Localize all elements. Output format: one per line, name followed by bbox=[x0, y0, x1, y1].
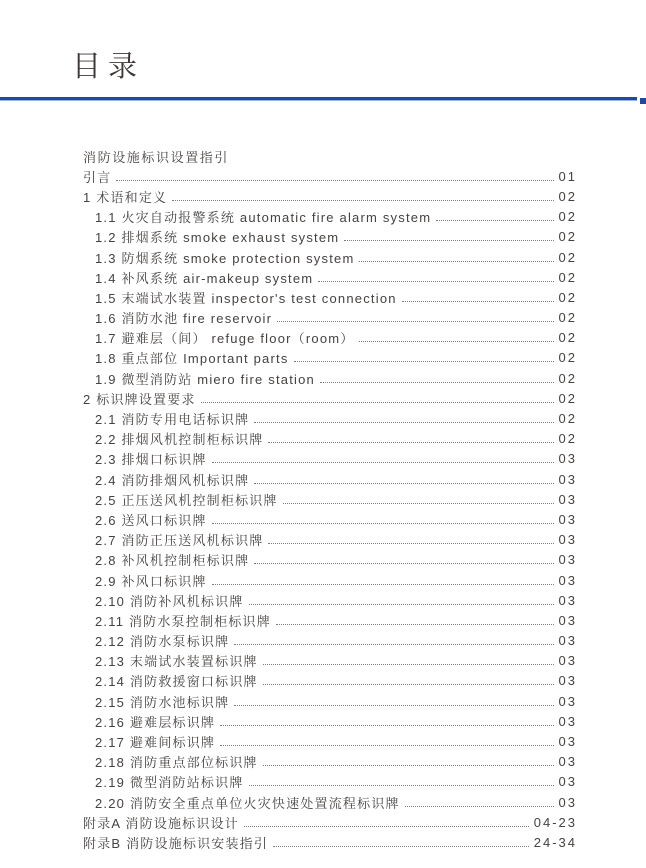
toc-entry-page: 02 bbox=[558, 188, 577, 204]
toc-entry-page: 03 bbox=[558, 794, 577, 810]
toc-entry-label: 2.12 消防水泵标识牌 bbox=[95, 634, 230, 650]
toc-leader-dots bbox=[249, 604, 554, 605]
toc-entry-label: 引言 bbox=[83, 169, 112, 185]
toc-leader-dots bbox=[402, 301, 554, 302]
toc-entry[interactable] bbox=[83, 691, 577, 711]
toc-leader-dots bbox=[320, 382, 554, 383]
toc-entry[interactable] bbox=[83, 388, 577, 408]
toc-entry-page: 01 bbox=[558, 168, 577, 184]
toc-entry-label: 2.16 避难层标识牌 bbox=[95, 714, 216, 730]
toc-entry[interactable] bbox=[83, 731, 577, 751]
toc-entry-page: 02 bbox=[558, 431, 577, 447]
page-title: 目录 bbox=[72, 51, 145, 83]
toc-entry-page: 03 bbox=[558, 491, 577, 507]
toc-entry[interactable] bbox=[83, 186, 577, 206]
toc-leader-dots bbox=[263, 765, 554, 766]
toc-leader-dots bbox=[116, 180, 553, 181]
toc-entry[interactable] bbox=[83, 166, 577, 186]
toc-entry[interactable] bbox=[83, 368, 577, 388]
toc-entry[interactable] bbox=[83, 530, 577, 550]
toc-entry-page: 03 bbox=[558, 713, 577, 729]
toc-entry-label: 1.7 避难层（间） refuge floor（room） bbox=[95, 331, 355, 347]
toc-entry-label: 2.14 消防救援窗口标识牌 bbox=[95, 674, 258, 690]
toc-entry-page: 03 bbox=[558, 612, 577, 628]
toc-entry[interactable] bbox=[83, 752, 577, 772]
toc-leader-dots bbox=[359, 261, 553, 262]
toc-leader-dots bbox=[201, 402, 554, 403]
toc-entry[interactable] bbox=[83, 590, 577, 610]
toc-entry-label: 2.3 排烟口标识牌 bbox=[95, 452, 207, 468]
toc-entry-page: 03 bbox=[558, 552, 577, 568]
toc-entry-label: 附录A 消防设施标识设计 bbox=[83, 815, 239, 831]
toc-entry-label: 2.5 正压送风机控制柜标识牌 bbox=[95, 492, 278, 508]
toc-leader-dots bbox=[436, 220, 553, 221]
toc-leader-dots bbox=[220, 745, 553, 746]
toc-entry-page: 03 bbox=[558, 734, 577, 750]
toc-entry-label: 2.20 消防安全重点单位火灾快速处置流程标识牌 bbox=[95, 795, 400, 811]
toc-entry-label: 1.1 火灾自动报警系统 automatic fire alarm system bbox=[95, 210, 432, 226]
toc-entry[interactable] bbox=[83, 308, 577, 328]
toc-entry-page: 02 bbox=[558, 370, 577, 386]
toc-entry-page: 03 bbox=[558, 532, 577, 548]
toc-entry-page: 03 bbox=[558, 754, 577, 770]
toc-entry-page: 03 bbox=[558, 471, 577, 487]
toc-entry[interactable] bbox=[83, 610, 577, 630]
toc-entry-page: 04-23 bbox=[533, 814, 577, 830]
toc-entry[interactable] bbox=[83, 247, 577, 267]
toc-entry-page: 02 bbox=[558, 289, 577, 305]
toc-entry-label: 2.18 消防重点部位标识牌 bbox=[95, 755, 258, 771]
toc-leader-dots bbox=[212, 462, 554, 463]
toc-entry-label: 2.8 补风机控制柜标识牌 bbox=[95, 553, 250, 569]
toc-leader-dots bbox=[263, 684, 554, 685]
toc-entry-label: 2.7 消防正压送风机标识牌 bbox=[95, 533, 264, 549]
toc-entry[interactable] bbox=[83, 429, 577, 449]
toc-leader-dots bbox=[234, 705, 553, 706]
title-rule-end-square bbox=[640, 98, 646, 104]
toc-entry-page: 02 bbox=[558, 249, 577, 265]
toc-leader-dots bbox=[263, 664, 554, 665]
toc-leader-dots bbox=[254, 483, 553, 484]
toc-leader-dots bbox=[268, 442, 553, 443]
toc-entry[interactable] bbox=[83, 671, 577, 691]
toc-entry-page: 02 bbox=[558, 411, 577, 427]
toc-list bbox=[83, 166, 577, 852]
toc-leader-dots bbox=[276, 624, 554, 625]
toc-entry-label: 2.15 消防水池标识牌 bbox=[95, 694, 230, 710]
toc-entry-label: 1.4 补风系统 air-makeup system bbox=[95, 270, 314, 286]
toc-leader-dots bbox=[294, 361, 554, 362]
toc-leader-dots bbox=[212, 584, 554, 585]
toc-heading: 消防设施标识设置指引 bbox=[83, 149, 230, 165]
toc-entry-page: 03 bbox=[558, 633, 577, 649]
toc-entry-page: 03 bbox=[558, 511, 577, 527]
toc-leader-dots bbox=[273, 846, 529, 847]
toc-leader-dots bbox=[254, 422, 553, 423]
toc-leader-dots bbox=[254, 563, 553, 564]
toc-entry[interactable] bbox=[83, 348, 577, 368]
toc-entry[interactable] bbox=[83, 408, 577, 428]
toc-entry-label: 2.19 微型消防站标识牌 bbox=[95, 775, 244, 791]
toc-entry[interactable] bbox=[83, 207, 577, 227]
toc-entry-label: 2.13 末端试水装置标识牌 bbox=[95, 654, 258, 670]
toc-leader-dots bbox=[172, 200, 553, 201]
toc-entry-label: 1.3 防烟系统 smoke protection system bbox=[95, 250, 355, 266]
toc-entry-label: 2 标识牌设置要求 bbox=[83, 391, 196, 407]
toc-leader-dots bbox=[283, 503, 554, 504]
toc-entry-label: 1.5 末端试水装置 inspector's test connection bbox=[95, 290, 397, 306]
toc-leader-dots bbox=[244, 826, 529, 827]
toc-entry-page: 02 bbox=[558, 330, 577, 346]
toc-entry-label: 2.1 消防专用电话标识牌 bbox=[95, 412, 250, 428]
toc-entry-label: 1 术语和定义 bbox=[83, 189, 168, 205]
toc-entry-label: 附录B 消防设施标识安装指引 bbox=[83, 835, 269, 851]
toc-entry[interactable] bbox=[83, 772, 577, 792]
toc-entry-label: 2.4 消防排烟风机标识牌 bbox=[95, 472, 250, 488]
toc-entry-page: 03 bbox=[558, 592, 577, 608]
toc-entry-page: 02 bbox=[558, 350, 577, 366]
toc-entry-page: 24-34 bbox=[533, 834, 577, 850]
toc-entry-page: 03 bbox=[558, 451, 577, 467]
toc-entry-page: 02 bbox=[558, 310, 577, 326]
toc-entry-label: 1.9 微型消防站 miero fire station bbox=[95, 371, 315, 387]
toc-entry-label: 2.6 送风口标识牌 bbox=[95, 512, 207, 528]
toc-entry-page: 03 bbox=[558, 653, 577, 669]
toc-entry[interactable] bbox=[83, 651, 577, 671]
toc-entry[interactable] bbox=[83, 469, 577, 489]
toc-leader-dots bbox=[277, 321, 553, 322]
toc-entry-page: 02 bbox=[558, 209, 577, 225]
toc-entry-page: 03 bbox=[558, 774, 577, 790]
toc-leader-dots bbox=[405, 806, 554, 807]
toc-entry-label: 2.17 避难间标识牌 bbox=[95, 735, 216, 751]
toc-entry[interactable] bbox=[83, 489, 577, 509]
toc-entry[interactable] bbox=[83, 287, 577, 307]
toc-entry-label: 1.8 重点部位 Important parts bbox=[95, 351, 289, 367]
toc-entry-page: 02 bbox=[558, 390, 577, 406]
toc-entry[interactable] bbox=[83, 711, 577, 731]
toc-entry-label: 2.10 消防补风机标识牌 bbox=[95, 593, 244, 609]
toc-entry-label: 2.9 补风口标识牌 bbox=[95, 573, 207, 589]
toc-entry[interactable] bbox=[83, 449, 577, 469]
toc-leader-dots bbox=[268, 543, 553, 544]
toc-entry[interactable] bbox=[83, 570, 577, 590]
toc-entry[interactable] bbox=[83, 328, 577, 348]
toc-entry[interactable] bbox=[83, 832, 577, 852]
toc-entry-page: 03 bbox=[558, 572, 577, 588]
toc-entry[interactable] bbox=[83, 267, 577, 287]
toc-entry[interactable] bbox=[83, 792, 577, 812]
toc-entry-page: 02 bbox=[558, 269, 577, 285]
toc-section bbox=[83, 146, 577, 853]
toc-entry-label: 1.6 消防水池 fire reservoir bbox=[95, 311, 273, 327]
toc-entry-page: 03 bbox=[558, 673, 577, 689]
toc-entry[interactable] bbox=[83, 227, 577, 247]
toc-entry[interactable] bbox=[83, 550, 577, 570]
toc-leader-dots bbox=[318, 281, 553, 282]
toc-leader-dots bbox=[359, 341, 553, 342]
toc-leader-dots bbox=[234, 644, 553, 645]
toc-entry-page: 02 bbox=[558, 229, 577, 245]
toc-entry-label: 2.2 排烟风机控制柜标识牌 bbox=[95, 432, 264, 448]
toc-entry[interactable] bbox=[83, 631, 577, 651]
toc-leader-dots bbox=[344, 240, 553, 241]
toc-leader-dots bbox=[249, 785, 554, 786]
toc-entry[interactable] bbox=[83, 509, 577, 529]
toc-leader-dots bbox=[212, 523, 554, 524]
toc-entry-label: 1.2 排烟系统 smoke exhaust system bbox=[95, 230, 340, 246]
toc-entry[interactable] bbox=[83, 812, 577, 832]
title-rule bbox=[0, 97, 637, 100]
toc-entry-label: 2.11 消防水泵控制柜标识牌 bbox=[95, 613, 271, 629]
toc-entry-page: 03 bbox=[558, 693, 577, 709]
toc-leader-dots bbox=[220, 725, 553, 726]
